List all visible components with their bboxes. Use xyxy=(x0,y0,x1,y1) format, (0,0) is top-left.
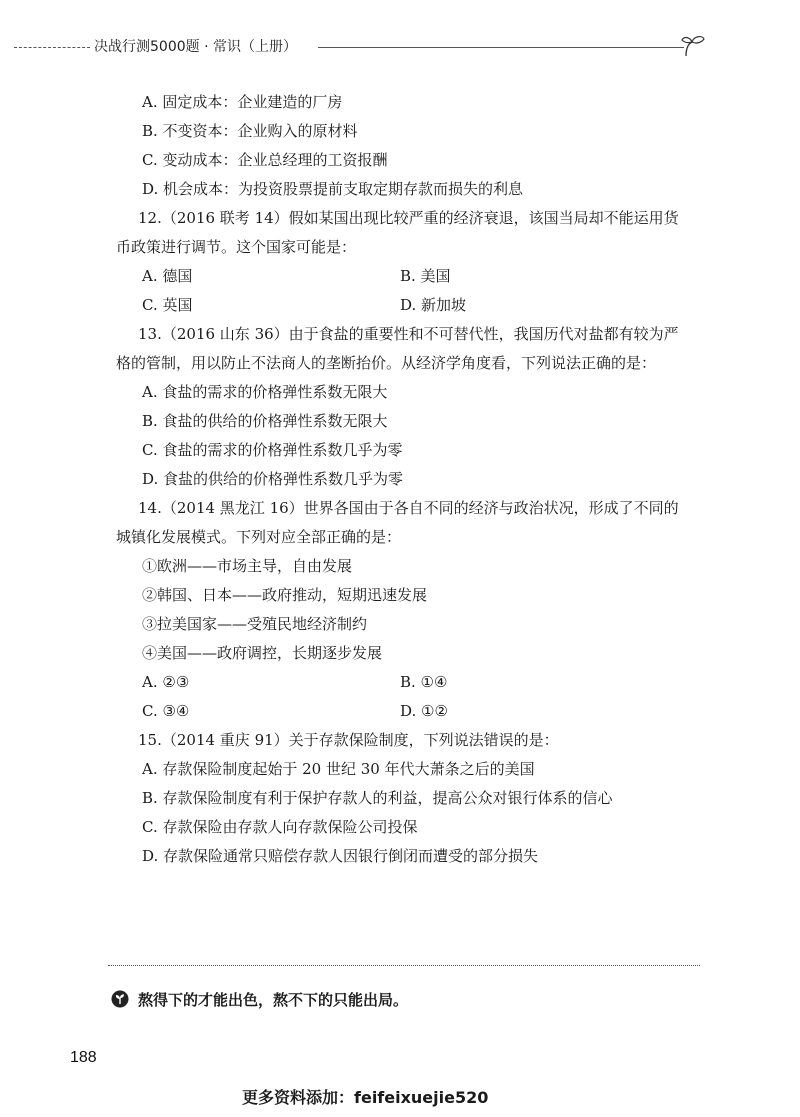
option-line: A. 德国 xyxy=(142,267,193,285)
motto-text: 熬得下的才能出色，熬不下的只能出局。 xyxy=(138,991,409,1009)
statement-line: ④美国——政府调控，长期逐步发展 xyxy=(142,644,383,662)
question-12-stem: 12.（2016 联考 14）假如某国出现比较严重的经济衰退，该国当局却不能运用货 xyxy=(138,209,679,227)
question-12-stem-cont: 币政策进行调节。这个国家可能是： xyxy=(116,238,357,256)
option-line: D. 食盐的供给的价格弹性系数几乎为零 xyxy=(142,470,404,488)
leaf-badge-icon xyxy=(111,990,129,1008)
header-rule-left xyxy=(14,47,90,48)
option-line: C. 变动成本：企业总经理的工资报酬 xyxy=(142,151,388,169)
option-line: C. 英国 xyxy=(142,296,193,314)
option-line: B. 存款保险制度有利于保护存款人的利益，提高公众对银行体系的信心 xyxy=(142,789,613,807)
statement-line: ③拉美国家——受殖民地经济制约 xyxy=(142,615,368,633)
question-14-stem-cont: 城镇化发展模式。下列对应全部正确的是： xyxy=(116,528,402,546)
option-line: B. 不变资本：企业购入的原材料 xyxy=(142,122,358,140)
option-line: C. ③④ xyxy=(142,702,190,720)
statement-line: ②韩国、日本——政府推动，短期迅速发展 xyxy=(142,586,428,604)
option-line: A. ②③ xyxy=(142,673,190,691)
option-line: D. 存款保险通常只赔偿存款人因银行倒闭而遭受的部分损失 xyxy=(142,847,539,865)
statement-line: ①欧洲——市场主导，自由发展 xyxy=(142,557,353,575)
running-header xyxy=(0,32,800,62)
option-line: A. 固定成本：企业建造的厂房 xyxy=(142,93,343,111)
header-title: 决战行测5000题 · 常识（上册） xyxy=(94,39,297,55)
header-rule-right xyxy=(318,47,684,48)
footer-note: 更多资料添加：feifeixuejie520 xyxy=(242,1088,489,1107)
option-line: D. 机会成本：为投资股票提前支取定期存款而损失的利息 xyxy=(142,180,524,198)
option-line: A. 存款保险制度起始于 20 世纪 30 年代大萧条之后的美国 xyxy=(142,760,535,778)
option-line: B. ①④ xyxy=(400,673,448,691)
page-number: 188 xyxy=(70,1049,97,1066)
question-14-stem: 14.（2014 黑龙江 16）世界各国由于各自不同的经济与政治状况，形成了不同的 xyxy=(138,499,679,517)
sprout-icon xyxy=(680,34,706,58)
option-line: C. 存款保险由存款人向存款保险公司投保 xyxy=(142,818,418,836)
question-15-stem: 15.（2014 重庆 91）关于存款保险制度，下列说法错误的是： xyxy=(138,731,559,749)
option-line: D. 新加坡 xyxy=(400,296,467,314)
option-line: B. 食盐的供给的价格弹性系数无限大 xyxy=(142,412,388,430)
option-line: A. 食盐的需求的价格弹性系数无限大 xyxy=(142,383,388,401)
option-line: D. ①② xyxy=(400,702,448,720)
question-13-stem: 13.（2016 山东 36）由于食盐的重要性和不可替代性，我国历代对盐都有较为严 xyxy=(138,325,679,343)
option-line: B. 美国 xyxy=(400,267,451,285)
option-line: C. 食盐的需求的价格弹性系数几乎为零 xyxy=(142,441,403,459)
footer-separator xyxy=(108,965,700,966)
question-13-stem-cont: 格的管制，用以防止不法商人的垄断抬价。从经济学角度看，下列说法正确的是： xyxy=(116,354,657,372)
